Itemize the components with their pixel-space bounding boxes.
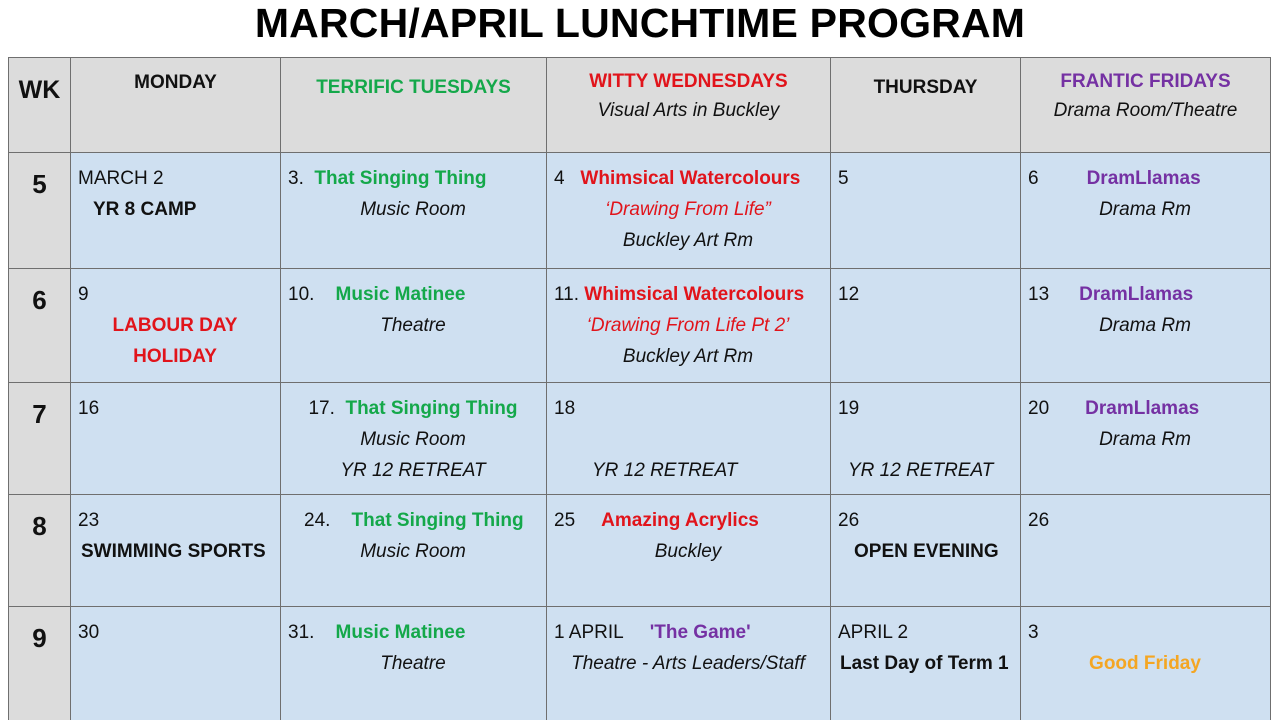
cell-wednesday: [547, 153, 831, 269]
date-label: 4: [554, 168, 565, 189]
cell-tuesday: [281, 383, 547, 495]
cell-friday: [1021, 383, 1271, 495]
date-label: APRIL 2: [838, 622, 909, 643]
event-label-line2: HOLIDAY: [133, 346, 217, 367]
event-label: Good Friday: [1089, 653, 1201, 674]
date-label: 3: [1028, 622, 1039, 643]
location-label: Theatre - Arts Leaders/Staff: [571, 653, 805, 674]
date-label: 9: [78, 284, 89, 305]
cell-friday: [1021, 495, 1271, 607]
date-label: 18: [554, 398, 576, 419]
cell-tuesday: [281, 495, 547, 607]
date-label: 10.: [288, 284, 315, 305]
header-monday-label: MONDAY: [134, 72, 217, 93]
cell-monday: [71, 495, 281, 607]
week-row: [9, 495, 1271, 607]
header-wednesday: [547, 58, 831, 153]
date-label: 3.: [288, 168, 304, 189]
cell-tuesday: [281, 269, 547, 383]
page-title: MARCH/APRIL LUNCHTIME PROGRAM: [254, 0, 1026, 46]
date-label: 19: [838, 398, 860, 419]
event-label: LABOUR DAY: [112, 315, 238, 336]
date-label: 30: [78, 622, 100, 643]
date-label: 25: [554, 510, 576, 531]
week-row: [9, 607, 1271, 720]
week-number: 7: [9, 383, 71, 495]
event-label: Whimsical Watercolours: [584, 284, 805, 305]
date-label: 17.: [308, 398, 335, 419]
date-label: 24.: [304, 510, 331, 531]
header-friday: [1021, 58, 1271, 153]
cell-tuesday: [281, 153, 547, 269]
date-label: 1 APRIL: [554, 622, 624, 643]
location-label: Theatre: [380, 315, 446, 336]
event-label: Music Matinee: [335, 622, 466, 643]
location-label: Music Room: [360, 429, 466, 450]
event-label: OPEN EVENING: [854, 541, 999, 562]
date-label: 23: [78, 510, 100, 531]
location-label: Drama Rm: [1099, 199, 1191, 220]
program-table: [8, 57, 1271, 720]
location-label: Music Room: [360, 541, 466, 562]
week-number: 6: [9, 269, 71, 383]
header-tuesday: [281, 58, 547, 153]
header-thursday-label: THURSDAY: [873, 77, 978, 98]
note-label: YR 12 RETREAT: [592, 460, 738, 481]
cell-monday: [71, 269, 281, 383]
header-tuesday-label: TERRIFIC TUESDAYS: [316, 77, 511, 98]
cell-wednesday: [547, 495, 831, 607]
cell-wednesday: [547, 607, 831, 720]
header-wk: WK: [9, 58, 71, 153]
location-label: Buckley Art Rm: [622, 230, 754, 251]
date-label: 12: [838, 284, 860, 305]
cell-thursday: [831, 269, 1021, 383]
event-label: SWIMMING SPORTS: [81, 541, 266, 562]
event-label: DramLlamas: [1079, 284, 1194, 305]
location-label: Buckley Art Rm: [622, 346, 754, 367]
cell-friday: [1021, 607, 1271, 720]
event-label: Last Day of Term 1: [840, 653, 1009, 674]
week-number: 9: [9, 607, 71, 720]
date-label: 5: [838, 168, 849, 189]
location-label: Music Room: [360, 199, 466, 220]
date-label: 26: [838, 510, 860, 531]
location-label: Buckley: [654, 541, 722, 562]
event-label: That Singing Thing: [314, 168, 487, 189]
date-label: 16: [78, 398, 100, 419]
event-subtitle: ‘Drawing From Life”: [605, 199, 771, 220]
location-label: Drama Rm: [1099, 429, 1191, 450]
date-label: 6: [1028, 168, 1039, 189]
cell-thursday: [831, 607, 1021, 720]
cell-wednesday: [547, 269, 831, 383]
header-wednesday-label: WITTY WEDNESDAYS: [589, 71, 788, 92]
cell-friday: [1021, 269, 1271, 383]
header-wednesday-sub: Visual Arts in Buckley: [597, 100, 780, 121]
date-label: 26: [1028, 510, 1050, 531]
week-row: [9, 153, 1271, 269]
event-label: DramLlamas: [1086, 168, 1201, 189]
cell-monday: [71, 383, 281, 495]
note-label: YR 12 RETREAT: [340, 460, 486, 481]
cell-thursday: [831, 153, 1021, 269]
header-monday: [71, 58, 281, 153]
event-label: That Singing Thing: [345, 398, 518, 419]
cell-tuesday: [281, 607, 547, 720]
event-label: Music Matinee: [335, 284, 466, 305]
cell-friday: [1021, 153, 1271, 269]
event-label: DramLlamas: [1085, 398, 1200, 419]
week-row: [9, 269, 1271, 383]
event-label: 'The Game': [649, 622, 751, 643]
event-label: Whimsical Watercolours: [580, 168, 801, 189]
date-label: 31.: [288, 622, 315, 643]
week-row: [9, 383, 1271, 495]
week-number: 8: [9, 495, 71, 607]
cell-thursday: [831, 495, 1021, 607]
header-thursday: [831, 58, 1021, 153]
header-row: [9, 58, 1271, 153]
event-label: That Singing Thing: [351, 510, 524, 531]
cell-wednesday: [547, 383, 831, 495]
date-label: 13: [1028, 284, 1050, 305]
event-subtitle: ‘Drawing From Life Pt 2’: [586, 315, 790, 336]
date-label: 20: [1028, 398, 1050, 419]
date-label: 11.: [554, 284, 580, 305]
event-label: YR 8 CAMP: [93, 199, 197, 220]
header-friday-sub: Drama Room/Theatre: [1053, 100, 1238, 121]
cell-monday: [71, 153, 281, 269]
cell-monday: [71, 607, 281, 720]
program-table-container: [8, 57, 1270, 720]
cell-thursday: [831, 383, 1021, 495]
location-label: Drama Rm: [1099, 315, 1191, 336]
location-label: Theatre: [380, 653, 446, 674]
note-label: YR 12 RETREAT: [848, 460, 994, 481]
week-number: 5: [9, 153, 71, 269]
header-friday-label: FRANTIC FRIDAYS: [1060, 71, 1231, 92]
date-label: MARCH 2: [78, 168, 164, 189]
event-label: Amazing Acrylics: [601, 510, 759, 531]
